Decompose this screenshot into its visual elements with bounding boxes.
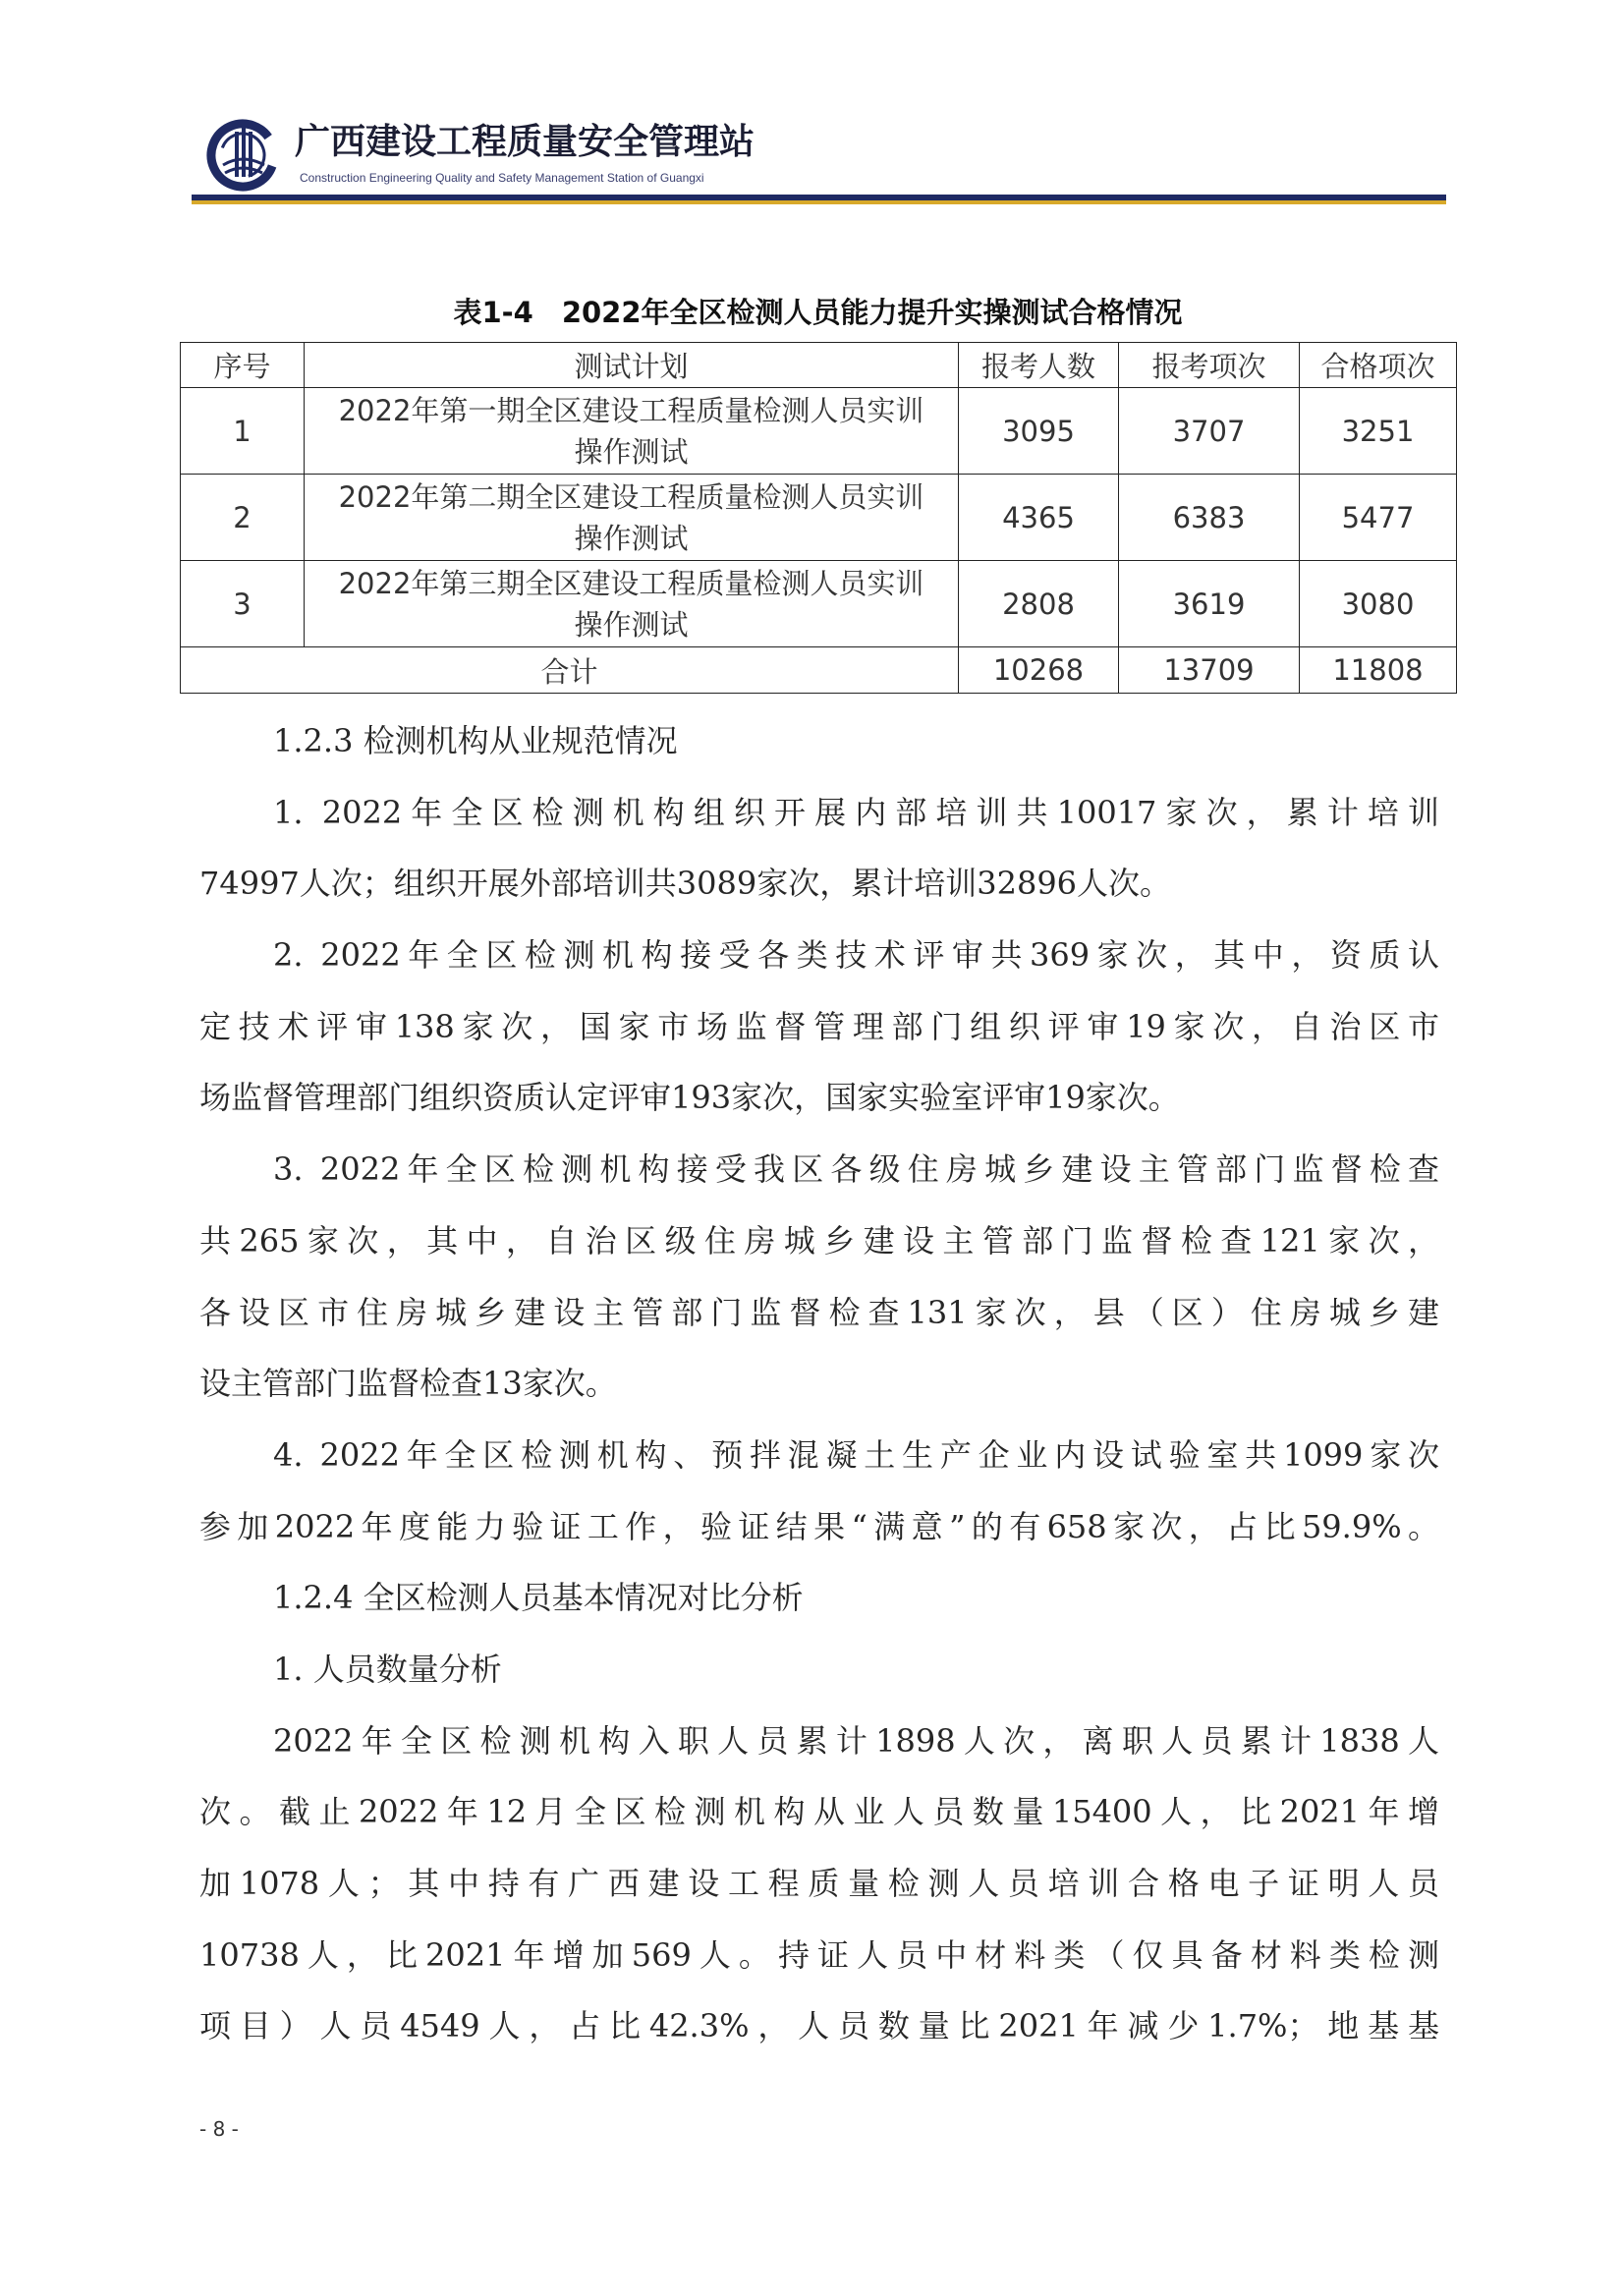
test-plan-line: 操作测试	[574, 434, 689, 469]
paragraph-line: 各设区市住房城乡建设主管部门监督检查131家次，县（区）住房城乡建	[199, 1293, 1439, 1331]
paragraph-line: 共265家次，其中，自治区级住房城乡建设主管部门监督检查121家次，	[199, 1221, 1439, 1260]
total-applicants: 10268	[959, 647, 1119, 694]
test-plan-line: 操作测试	[574, 607, 689, 642]
column-header: 序号	[181, 343, 305, 388]
total-passed: 11808	[1300, 647, 1457, 694]
paragraph-line: 加1078人；其中持有广西建设工程质量检测人员培训合格电子证明人员	[199, 1865, 1439, 1902]
column-header: 报考人数	[959, 343, 1119, 388]
test-plan-cell	[305, 561, 959, 647]
station-logo-icon	[199, 114, 288, 195]
applicants-cell: 4365	[959, 475, 1119, 561]
org-name-en: Construction Engineering Quality and Safety Management Station of Guangxi	[300, 171, 704, 185]
table-row	[181, 388, 1457, 475]
row-number: 3	[181, 561, 305, 647]
column-header: 报考项次	[1119, 343, 1300, 388]
row-number: 2	[181, 475, 305, 561]
applicants-cell: 2808	[959, 561, 1119, 647]
paragraph-line: 74997人次；组织开展外部培训共3089家次，累计培训32896人次。	[199, 865, 1172, 903]
test-plan-line: 2022年第一期全区建设工程质量检测人员实训	[338, 393, 924, 427]
paragraph-line: 2022年全区检测机构入职人员累计1898人次，离职人员累计1838人	[273, 1721, 1439, 1760]
table-row	[181, 475, 1457, 561]
test-plan-cell	[305, 475, 959, 561]
section-heading: 1.2.4 全区检测人员基本情况对比分析	[273, 1579, 804, 1617]
table-caption: 表1-4 2022年全区检测人员能力提升实操测试合格情况	[453, 296, 1183, 329]
items-cell: 3707	[1119, 388, 1300, 475]
total-label: 合计	[181, 647, 959, 694]
paragraph-line: 场监督管理部门组织资质认定评审193家次，国家实验室评审19家次。	[199, 1079, 1180, 1117]
body-text	[199, 705, 1439, 2062]
org-name-cn: 广西建设工程质量安全管理站	[295, 122, 756, 162]
paragraph-line: 1. 2022年全区检测机构组织开展内部培训共10017家次，累计培训	[273, 793, 1439, 831]
total-items: 13709	[1119, 647, 1300, 694]
test-plan-cell	[305, 388, 959, 475]
paragraph-line: 2. 2022年全区检测机构接受各类技术评审共369家次，其中，资质认	[273, 936, 1439, 975]
test-plan-line: 操作测试	[574, 521, 689, 555]
page-number: - 8 -	[199, 2117, 239, 2141]
paragraph-line: 定技术评审138家次，国家市场监督管理部门组织评审19家次，自治区市	[199, 1007, 1439, 1045]
column-header: 合格项次	[1300, 343, 1457, 388]
paragraph-line: 参加2022年度能力验证工作，验证结果“满意”的有658家次，占比59.9%。	[199, 1507, 1439, 1545]
table-header-row	[181, 343, 1457, 388]
passed-cell: 3251	[1300, 388, 1457, 475]
passed-cell: 3080	[1300, 561, 1457, 647]
passed-cell: 5477	[1300, 475, 1457, 561]
paragraph-line: 3. 2022年全区检测机构接受我区各级住房城乡建设主管部门监督检查	[273, 1150, 1439, 1189]
test-plan-line: 2022年第三期全区建设工程质量检测人员实训	[338, 566, 924, 600]
results-table	[180, 342, 1457, 694]
items-cell: 3619	[1119, 561, 1300, 647]
test-plan-line: 2022年第二期全区建设工程质量检测人员实训	[338, 479, 924, 514]
table-total-row	[181, 647, 1457, 694]
section-heading: 1.2.3 检测机构从业规范情况	[273, 722, 678, 759]
applicants-cell: 3095	[959, 388, 1119, 475]
items-cell: 6383	[1119, 475, 1300, 561]
column-header: 测试计划	[305, 343, 959, 388]
paragraph-line: 设主管部门监督检查13家次。	[199, 1365, 617, 1403]
paragraph-line: 10738人，比2021年增加569人。持证人员中材料类（仅具备材料类检测	[199, 1935, 1439, 1974]
subsection-heading: 1. 人员数量分析	[273, 1650, 502, 1688]
paragraph-line: 4. 2022年全区检测机构、预拌混凝土生产企业内设试验室共1099家次	[273, 1435, 1439, 1474]
header-rule-gold	[192, 200, 1446, 204]
row-number: 1	[181, 388, 305, 475]
table-row	[181, 561, 1457, 647]
paragraph-line: 次。截止2022年12月全区检测机构从业人员数量15400人，比2021年增	[199, 1793, 1439, 1831]
paragraph-line: 项目）人员4549人，占比42.3%，人员数量比2021年减少1.7%；地基基	[199, 2007, 1439, 2045]
